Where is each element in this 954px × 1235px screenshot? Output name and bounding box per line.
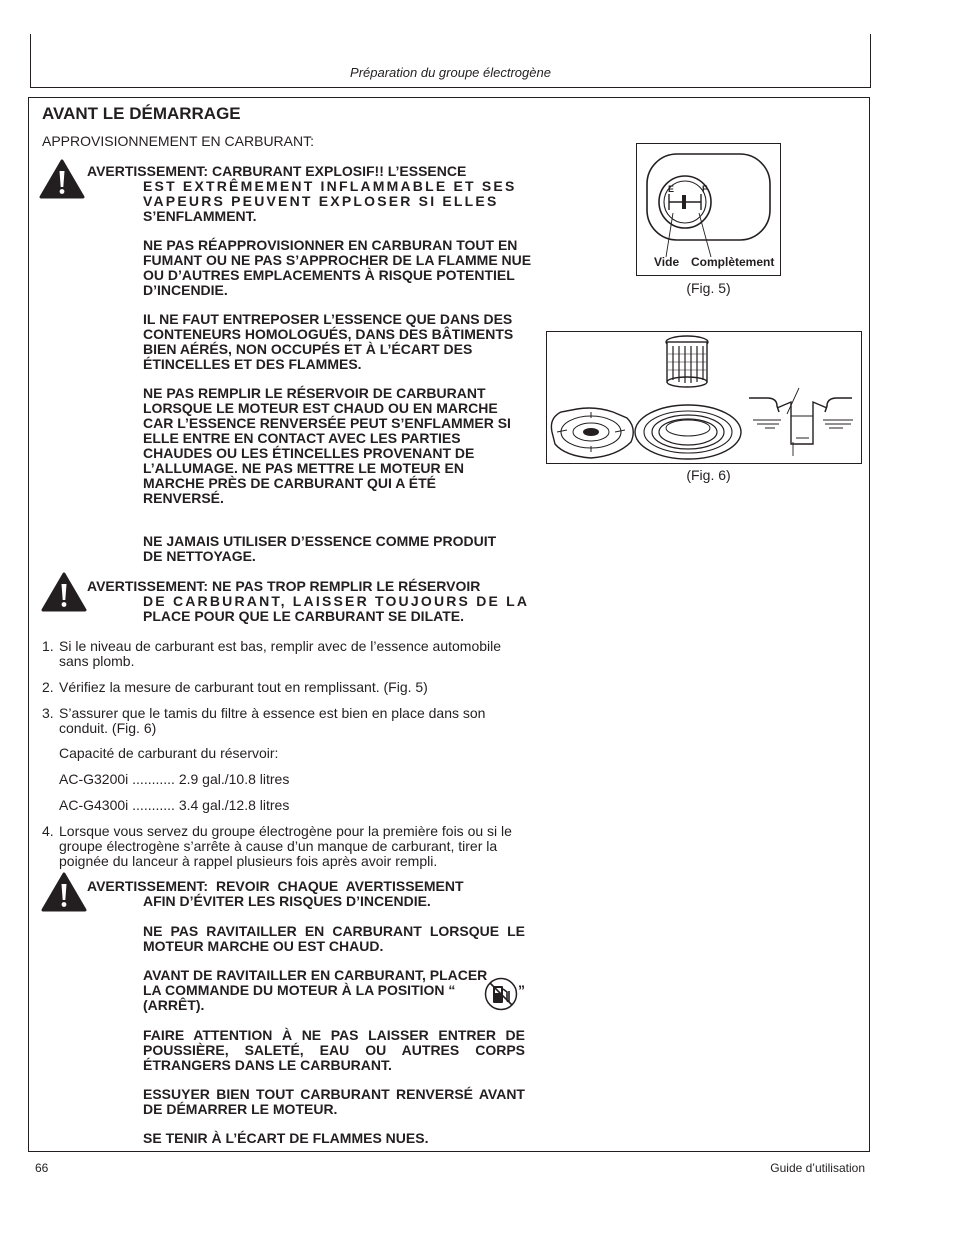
warning1-line3: S’ENFLAMMENT. (143, 208, 257, 224)
warning2-lead: AVERTISSEMENT: NE PAS TROP REMPLIR LE RÉSERVOIR (87, 578, 481, 594)
warning3-para3-line1: AVANT DE RAVITAILLER EN CARBURANT, PLACER (143, 967, 488, 983)
warning3-para4: FAIRE ATTENTION À NE PAS LAISSER ENTRER DE POUSSIÈRE, SALETÉ, EAU OU AUTRES CORPS ÉTRANGERS DANS LE CARBURANT. (143, 1027, 525, 1073)
step-number: 4. (42, 823, 54, 839)
warning2-line2: PLACE POUR QUE LE CARBURANT SE DILATE. (143, 608, 464, 624)
step-text: Si le niveau de carburant est bas, remplir avec de l’essence automobile sans plomb. (59, 638, 502, 669)
warning-triangle-icon (39, 159, 85, 199)
warning1-para4: NE PAS REMPLIR LE RÉSERVOIR DE CARBURANT LORSQUE LE MOTEUR EST CHAUD OU EN MARCHE CAR L’ESSENCE RENVERSÉE PEUT S’ENFLAMMER SI ELLE ENTRE EN CONTACT AVEC LES PARTIES CHAUDES OU LES ÉTINCELLES PROVENANT DE L’ALLUMAGE. NE PAS METTRE LE MOTEUR EN MARCHE PRÈS DE CARBURANT QUI A ÉTÉ RENVERSÉ. (143, 385, 511, 506)
warning1-para5: NE JAMAIS UTILISER D’ESSENCE COMME PRODUIT DE NETTOYAGE. (143, 533, 497, 564)
filler-neck-icon (635, 405, 741, 459)
warning1-lead: AVERTISSEMENT: CARBURANT EXPLOSIF!! L’ESSENCE (87, 163, 467, 179)
content-box (28, 97, 870, 1152)
warning3-para3-quote: ” (518, 982, 525, 998)
step-text: Lorsque vous servez du groupe électrogène pour la première fois ou si le groupe électrogène s’arrête à cause d’un manque de carburant, tirer la poignée du lanceur à rappel plusieurs fois après avoir rempli. (59, 823, 512, 869)
warning1-line1: EST EXTRÊMEMENT INFLAMMABLE ET SES (143, 178, 517, 194)
gauge-full-label: Complètement (691, 255, 775, 269)
list-item (42, 680, 530, 695)
step-number: 2. (42, 679, 54, 695)
warning3-para3-line3: (ARRÊT). (143, 997, 205, 1013)
gauge-empty-label: Vide (654, 255, 680, 269)
warning1-para3: IL NE FAUT ENTREPOSER L’ESSENCE QUE DANS DES CONTENEURS HOMOLOGUÉS, DANS DES BÂTIMENTS BIEN AÉRÉS, NON OCCUPÉS ET À L’ÉCART DES ÉTINCELLES ET DES FLAMMES. (143, 311, 514, 372)
step-number: 1. (42, 638, 54, 654)
page-header (30, 34, 871, 88)
fuel-cap-icon (551, 408, 633, 458)
fuel-filter-diagram (547, 332, 861, 463)
list-item (42, 824, 530, 869)
fig5-fuel-gauge (636, 143, 781, 276)
step-text: S’assurer que le tamis du filtre à essence est bien en place dans son conduit. (Fig. 6) (59, 705, 486, 736)
capacity-label: Capacité de carburant du réservoir: (59, 745, 279, 761)
fuel-strainer-icon (666, 336, 708, 387)
section-subtitle: APPROVISIONNEMENT EN CARBURANT: (42, 133, 315, 149)
fuel-pump-icon (484, 977, 518, 1011)
capacity-model1: AC-G3200i ........... 2.9 gal./10.8 litres (59, 771, 290, 787)
warning3-lead: AVERTISSEMENT: REVOIR CHAQUE AVERTISSEMENT (87, 878, 464, 894)
section-title: AVANT LE DÉMARRAGE (42, 104, 241, 123)
header-title: Préparation du groupe électrogène (350, 65, 551, 80)
capacity-model2: AC-G4300i ........... 3.4 gal./12.8 litres (59, 797, 290, 813)
fig5-caption: (Fig. 5) (686, 280, 731, 296)
footer-guide-title: Guide d’utilisation (770, 1161, 865, 1175)
warning1-para2: NE PAS RÉAPPROVISIONNER EN CARBURAN TOUT EN FUMANT OU NE PAS S’APPROCHER DE LA FLAMME NUE OU D’AUTRES EMPLACEMENTS À RISQUE POTENTIEL D’INCENDIE. (143, 237, 532, 298)
list-item (42, 639, 530, 669)
warning3-para3-line2: LA COMMANDE DU MOTEUR À LA POSITION “ (143, 982, 456, 998)
fig6-fuel-filter (546, 331, 862, 464)
page-number: 66 (35, 1161, 49, 1175)
warning3-para6: SE TENIR À L’ÉCART DE FLAMMES NUES. (143, 1130, 429, 1146)
list-item (42, 706, 530, 736)
gauge-e-label: E (668, 184, 675, 194)
tank-cross-section-icon (749, 388, 853, 456)
gauge-f-label: F (702, 184, 708, 194)
warning1-line2: VAPEURS PEUVENT EXPLOSER SI ELLES (143, 193, 499, 209)
step-number: 3. (42, 705, 54, 721)
warning3-para2: NE PAS RAVITAILLER EN CARBURANT LORSQUE LE MOTEUR MARCHE OU EST CHAUD. (143, 923, 525, 954)
step-text: Vérifiez la mesure de carburant tout en remplissant. (Fig. 5) (59, 679, 428, 695)
warning2-line1: DE CARBURANT, LAISSER TOUJOURS DE LA (143, 593, 530, 609)
warning3-para5: ESSUYER BIEN TOUT CARBURANT RENVERSÉ AVANT DE DÉMARRER LE MOTEUR. (143, 1086, 525, 1117)
warning-triangle-icon (41, 572, 87, 612)
fig6-caption: (Fig. 6) (686, 467, 731, 483)
warning3-line1: AFIN D’ÉVITER LES RISQUES D’INCENDIE. (143, 893, 431, 909)
warning-triangle-icon (41, 872, 87, 912)
